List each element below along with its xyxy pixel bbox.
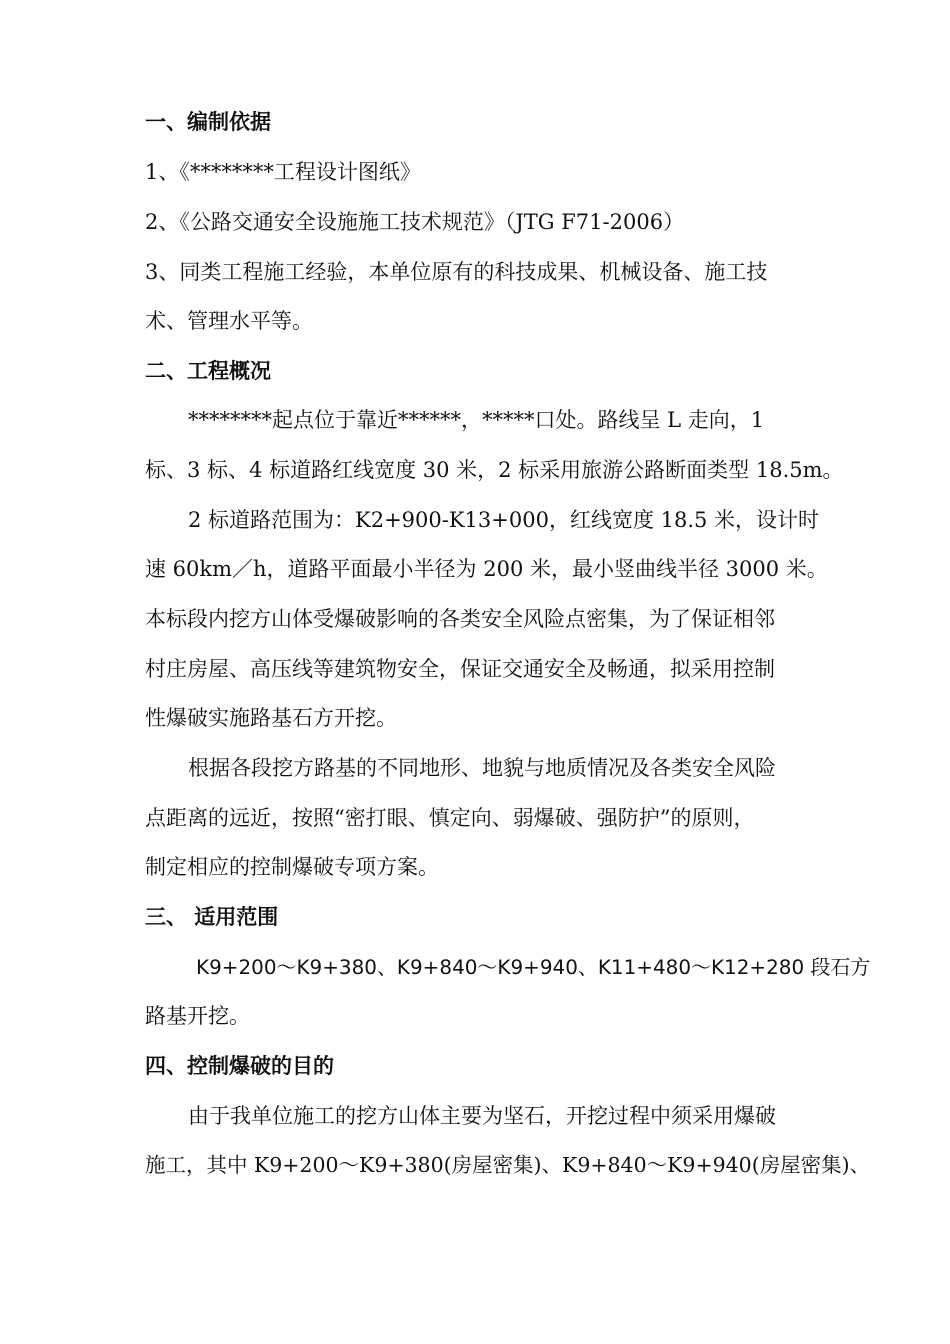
section-2-p3-line-2: 点距离的远近，按照“密打眼、慎定向、弱爆破、强防护”的原则， [145,806,755,830]
section-2-title: 二、工程概况 [145,359,271,383]
section-2-p2-line-1: 2 标道路范围为：K2+900-K13+000，红线宽度 18.5 米，设计时 [188,508,820,532]
section-2-p2-line-5: 性爆破实施路基石方开挖。 [145,706,397,730]
section-2-p2-line-4: 村庄房屋、高压线等建筑物安全，保证交通安全及畅通，拟采用控制 [145,657,775,681]
section-2-p3-line-1: 根据各段挖方路基的不同地形、地貌与地质情况及各类安全风险 [188,756,776,780]
section-2-p1-line-1: ********起点位于靠近******，*****口处。路线呈 L 走向，1 [188,408,765,432]
section-3-title: 三、 适用范围 [145,905,279,929]
section-1-item-1: 1、《********工程设计图纸》 [145,160,421,184]
section-2-p2-line-2: 速 60km／h，道路平面最小半径为 200 米，最小竖曲线半径 3000 米。 [145,557,828,581]
section-2-p3-line-3: 制定相应的控制爆破专项方案。 [145,855,439,879]
section-4-p1-line-2: 施工，其中 K9+200～K9+380(房屋密集)、K9+840～K9+940(房屋密集)、 [145,1153,871,1177]
section-2-p1-line-2: 标、3 标、4 标道路红线宽度 30 米，2 标采用旅游公路断面类型 18.5m。 [145,458,844,482]
section-3-p1-line-1: K9+200～K9+380、K9+840～K9+940、K11+480～K12+280 段石方 [196,955,871,979]
section-1-title: 一、编制依据 [145,110,271,134]
section-2-p2-line-3: 本标段内挖方山体受爆破影响的各类安全风险点密集，为了保证相邻 [145,607,775,631]
section-1-item-3-line-1: 3、同类工程施工经验，本单位原有的科技成果、机械设备、施工技 [145,260,768,284]
section-1-item-2: 2、《公路交通安全设施施工技术规范》（JTG F71-2006） [145,210,685,234]
section-4-title: 四、控制爆破的目的 [145,1054,334,1078]
section-4-p1-line-1: 由于我单位施工的挖方山体主要为坚石，开挖过程中须采用爆破 [188,1104,776,1128]
section-1-item-3-line-2: 术、管理水平等。 [145,309,313,333]
section-3-p1-line-2: 路基开挖。 [145,1004,250,1028]
